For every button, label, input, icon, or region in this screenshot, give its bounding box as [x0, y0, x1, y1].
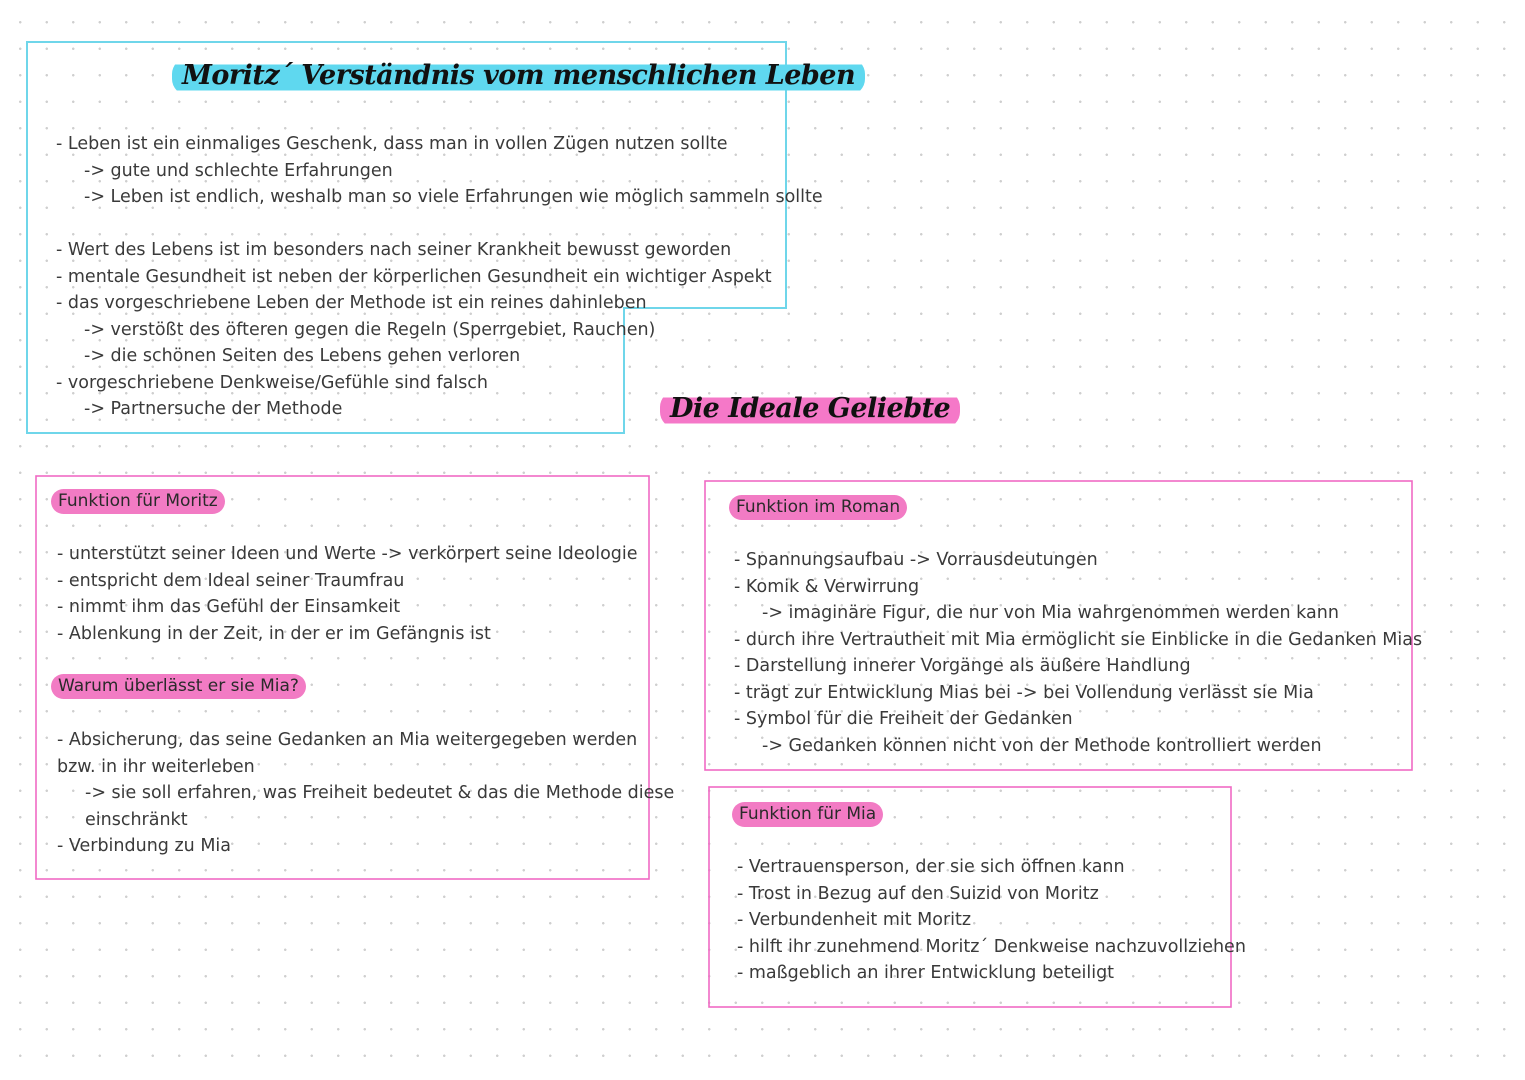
- funktion-mia-heading: Funktion für Mia: [732, 802, 883, 827]
- list-item: - Spannungsaufbau -> Vorrausdeutungen: [734, 550, 1098, 570]
- list-spacer: [56, 211, 823, 238]
- funktion-mia-list: [737, 854, 1246, 987]
- list-item: - durch ihre Vertrautheit mit Mia ermöglicht sie Einblicke in die Gedanken Mias: [734, 629, 1423, 650]
- list-item: - das vorgeschriebene Leben der Methode ist ein reines dahinleben: [56, 293, 647, 313]
- warum-mia-heading: Warum überlässt er sie Mia?: [51, 674, 306, 699]
- list-item: - Darstellung innerer Vorgänge als äußere Handlung: [734, 656, 1191, 676]
- list-item: -> die schönen Seiten des Lebens gehen verloren: [84, 346, 521, 366]
- moritz-section-title: Moritz´ Verständnis vom menschlichen Leben: [172, 58, 865, 95]
- list-item: bzw. in ihr weiterleben: [57, 756, 255, 777]
- list-item: -> Leben ist endlich, weshalb man so viele Erfahrungen wie möglich sammeln sollte: [84, 187, 823, 207]
- list-item: - Verbindung zu Mia: [57, 836, 232, 856]
- list-item: -> verstößt des öfteren gegen die Regeln (Sperrgebiet, Rauchen): [84, 319, 656, 340]
- list-item: - Absicherung, das seine Gedanken an Mia weitergegeben werden: [57, 730, 638, 750]
- list-item: - hilft ihr zunehmend Moritz´ Denkweise nachzuvollziehen: [737, 936, 1246, 957]
- list-item: - entspricht dem Ideal seiner Traumfrau: [57, 570, 405, 591]
- list-item: -> gute und schlechte Erfahrungen: [84, 160, 393, 181]
- list-item: - Komik & Verwirrung: [734, 576, 920, 597]
- list-item: - Vertrauensperson, der sie sich öffnen kann: [737, 857, 1125, 877]
- list-item: - Trost in Bezug auf den Suizid von Moritz: [737, 883, 1099, 904]
- funktion-moritz-heading: Funktion für Moritz: [51, 489, 225, 514]
- warum-mia-list: [57, 727, 674, 860]
- list-item: -> Partnersuche der Methode: [84, 399, 343, 419]
- list-item: -> sie soll erfahren, was Freiheit bedeutet & das die Methode diese: [85, 783, 675, 803]
- funktion-roman-heading: Funktion im Roman: [729, 495, 907, 520]
- list-item: - unterstützt seiner Ideen und Werte -> verkörpert seine Ideologie: [57, 544, 638, 564]
- list-item: - maßgeblich an ihrer Entwicklung beteiligt: [737, 963, 1115, 983]
- list-item: - Symbol für die Freiheit der Gedanken: [734, 709, 1073, 729]
- list-item: - Leben ist ein einmaliges Geschenk, dass man in vollen Zügen nutzen sollte: [56, 134, 728, 154]
- list-item: -> Gedanken können nicht von der Methode kontrolliert werden: [762, 735, 1322, 756]
- list-item: - nimmt ihm das Gefühl der Einsamkeit: [57, 597, 401, 617]
- funktion-roman-list: [734, 547, 1422, 759]
- list-item: -> imaginäre Figur, die nur von Mia wahrgenommen werden kann: [762, 603, 1339, 623]
- list-item: einschränkt: [85, 809, 188, 830]
- list-item: - trägt zur Entwicklung Mias bei -> bei Vollendung verlässt sie Mia: [734, 682, 1314, 703]
- ideale-geliebte-title: Die Ideale Geliebte: [660, 391, 960, 428]
- list-item: - Verbundenheit mit Moritz: [737, 910, 972, 930]
- list-item: - Wert des Lebens ist im besonders nach seiner Krankheit bewusst geworden: [56, 240, 732, 260]
- funktion-moritz-list: [57, 541, 638, 647]
- moritz-section-list: [56, 131, 823, 423]
- list-item: - vorgeschriebene Denkweise/Gefühle sind falsch: [56, 372, 489, 393]
- list-item: - mentale Gesundheit ist neben der körperlichen Gesundheit ein wichtiger Aspekt: [56, 266, 772, 287]
- list-item: - Ablenkung in der Zeit, in der er im Gefängnis ist: [57, 623, 491, 644]
